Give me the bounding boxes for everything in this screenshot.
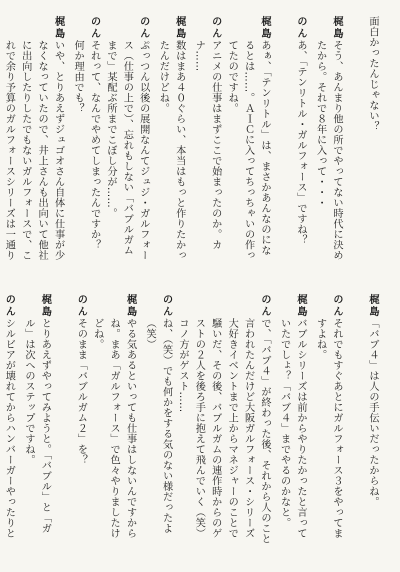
dialogue-entry bbox=[151, 16, 187, 262]
dialogue-line: で、「バブ４」が終わった後、それから人のこと言われたんだけど大阪ガルフォース・シリーズ大好きイベントまで上からマネジャーのことで騒いだ、その後、バブルガムの連作時からのゲストの２人を後ろ手に抱えて飛んでいく（笑）コノ方がゲスト…… bbox=[176, 318, 270, 545]
speaker-name: 梶島 bbox=[39, 294, 51, 319]
speaker-name: のん bbox=[88, 16, 100, 41]
dialogue-entry bbox=[308, 294, 344, 546]
dialogue-line: 「バブ４」は人の手伝いだったからね。 bbox=[367, 318, 378, 508]
dialogue-entry bbox=[272, 294, 308, 546]
dialogue-entry bbox=[187, 16, 223, 262]
dialogue-entry bbox=[344, 16, 380, 262]
speaker-name: 梶島 bbox=[124, 294, 136, 319]
dialogue-entry bbox=[102, 16, 151, 262]
dialogue-entry bbox=[272, 16, 308, 262]
speaker-name: 梶島 bbox=[331, 16, 342, 41]
dialogue-line: そう、あんまり他の所でやってない時代に決めたから。それで８年に入って・・・ bbox=[314, 40, 342, 261]
dialogue-bottom-half bbox=[0, 294, 380, 546]
dialogue-line: やる気あるといっても仕事はしないんですからね。まあ「ガルフォース」で色々やりましたけどね。 bbox=[91, 318, 136, 539]
speaker-name: のん bbox=[75, 294, 87, 319]
dialogue-top-half bbox=[0, 16, 380, 262]
speaker-name: のん bbox=[209, 16, 221, 41]
dialogue-entry bbox=[138, 294, 174, 546]
dialogue-line: それって、なんでやめてしまったんですか？ 何か理由でも？ bbox=[72, 40, 100, 261]
speaker-name: 梶島 bbox=[295, 294, 306, 319]
dialogue-line: ね、（笑）でも何かをする気のない様だったよ（笑） bbox=[144, 318, 172, 534]
dialogue-entry bbox=[16, 294, 52, 546]
speaker-name: のん bbox=[160, 294, 172, 319]
dialogue-line: あ、「テンリトル・ガルフォース」ですね？ bbox=[295, 40, 306, 246]
speaker-name: のん bbox=[259, 294, 270, 319]
dialogue-entry bbox=[223, 16, 272, 262]
speaker-name: 梶島 bbox=[259, 16, 270, 41]
dialogue-entry bbox=[0, 294, 16, 546]
dialogue-line: あぁ、「テンリトル」は、まさかあんなのになるとは……。ＡＩＣに入ってちっちゃいの作ってたのですね。 bbox=[226, 40, 270, 261]
dialogue-line: バブルシリーズは前からやりたかったと言っていたでしょ？「バブ４」までやるのかなと。 bbox=[278, 318, 306, 539]
dialogue-entry bbox=[0, 16, 66, 262]
dialogue-line: 数はまあ４０ぐらい、本当はもっと作りたかったんだけどね。 bbox=[157, 40, 185, 261]
dialogue-entry bbox=[52, 294, 88, 546]
dialogue-entry bbox=[344, 294, 380, 546]
dialogue-entry bbox=[88, 294, 137, 546]
dialogue-line: ぷっつん以後の展開なんてジュジ・ガルフォース（仕事の上で）、忘れもしない「バブルガムまで」某配ぶ所までこぼし分が……。 bbox=[104, 40, 149, 261]
dialogue-line: シルビアが壊れてからハンバーガーやったりと bbox=[3, 318, 15, 539]
speaker-name: のん bbox=[137, 16, 149, 41]
speaker-name: のん bbox=[3, 294, 15, 319]
speaker-name: のん bbox=[331, 294, 342, 319]
dialogue-entry bbox=[308, 16, 344, 262]
dialogue-entry bbox=[66, 16, 102, 262]
speaker-name: のん bbox=[295, 16, 306, 41]
dialogue-line: アニメの仕事はまずここで始まったのか。カナ…… bbox=[193, 40, 221, 251]
dialogue-entry bbox=[174, 294, 272, 546]
dialogue-line: それでもすぐあとにガルフォース３をやってますよね。 bbox=[314, 318, 342, 539]
speaker-name: 梶島 bbox=[367, 294, 378, 319]
speaker-name: 梶島 bbox=[173, 16, 185, 41]
dialogue-line: 面白かったんじゃない？ bbox=[367, 16, 378, 132]
dialogue-line: いや、とりあえずジュゴオさん自体に仕事が少なくなっていたので、井上さんも出向いて他社に出向したりしたでもないガルフォースで、これで余り予算のガルフォースシリーズは一通り bbox=[3, 40, 64, 261]
dialogue-line: とりあえずやってみようと。「バブル」と「ガル」は次へのステップですね。 bbox=[22, 318, 51, 534]
dialogue-line: そのまま「バブルガム２」を？ bbox=[75, 318, 87, 466]
speaker-name: 梶島 bbox=[52, 16, 64, 41]
